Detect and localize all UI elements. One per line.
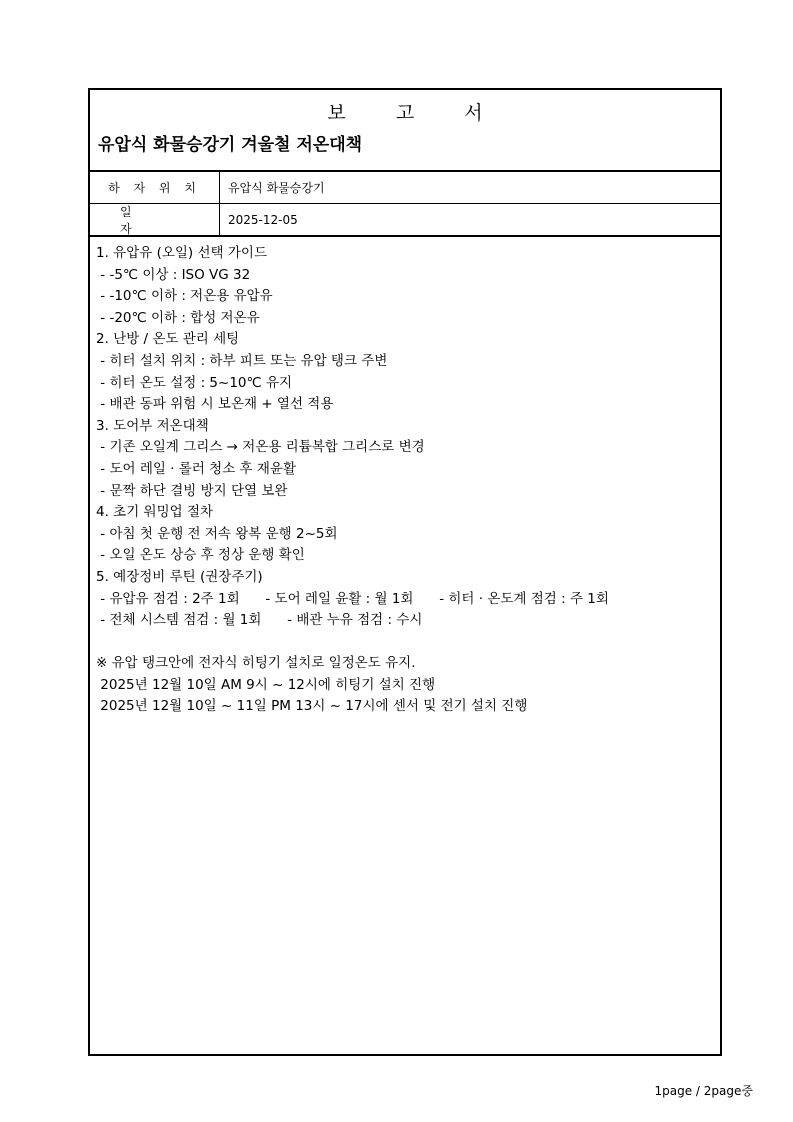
content-line: - 아침 첫 운행 전 저속 왕복 운행 2~5회 <box>96 525 338 542</box>
date-value: 2025-12-05 <box>228 212 298 227</box>
date-label: 일 자 <box>90 204 220 235</box>
content-line: - -10℃ 이하 : 저온용 유압유 <box>96 288 273 305</box>
content-line: 4. 초기 워밍업 절차 <box>96 504 214 521</box>
content-line: 2. 난방 / 온도 관리 세팅 <box>96 331 240 348</box>
report-body <box>96 243 712 718</box>
content-line: - 히터 설치 위치 : 하부 피트 또는 유압 탱크 주변 <box>96 352 388 369</box>
page-number: 1page / 2page중 <box>654 1084 753 1098</box>
date-row <box>90 204 720 237</box>
location-label: 하 자 위 치 <box>90 172 220 203</box>
report-header <box>90 90 720 172</box>
content-line: - 문짝 하단 결빙 방지 단열 보완 <box>96 482 288 499</box>
location-value: 유압식 화물승강기 <box>228 181 325 195</box>
content-line: - 배관 동파 위험 시 보온재 + 열선 적용 <box>96 396 334 413</box>
document-title: 유압식 화물승강기 겨울철 저온대책 <box>98 135 363 155</box>
content-line: - -5℃ 이상 : ISO VG 32 <box>96 266 251 283</box>
document-type: 보 고 서 <box>327 102 505 124</box>
content-line: - -20℃ 이하 : 합성 저온유 <box>96 309 260 326</box>
content-line: 5. 예장정비 루틴 (권장주기) <box>96 568 263 585</box>
content-line: - 기존 오일계 그리스 → 저온용 리튬복합 그리스로 변경 <box>96 439 425 456</box>
content-line: - 도어 레일 · 롤러 청소 후 재윤활 <box>96 460 296 477</box>
content-line: - 히터 온도 설정 : 5~10℃ 유지 <box>96 374 293 391</box>
content-line: 1. 유압유 (오일) 선택 가이드 <box>96 245 267 261</box>
note-line: 2025년 12월 10일 ~ 11일 PM 13시 ~ 17시에 센서 및 전기 설치 진행 <box>96 698 528 715</box>
content-line: 3. 도어부 저온대책 <box>96 417 209 434</box>
content-line: - 전체 시스템 점검 : 월 1회 - 배관 누유 점검 : 수시 <box>96 612 423 629</box>
content-line: - 오일 온도 상승 후 정상 운행 확인 <box>96 547 305 564</box>
note-line: 2025년 12월 10일 AM 9시 ~ 12시에 히팅기 설치 진행 <box>96 676 436 693</box>
location-row <box>90 172 720 204</box>
report-frame <box>88 88 722 1056</box>
note-line: ※ 유압 탱크안에 전자식 히팅기 설치로 일정온도 유지. <box>96 655 416 672</box>
blank-line <box>96 632 712 654</box>
content-line: - 유압유 점검 : 2주 1회 - 도어 레일 윤활 : 월 1회 - 히터 · 온도계 점검 : 주 1회 <box>96 590 609 607</box>
